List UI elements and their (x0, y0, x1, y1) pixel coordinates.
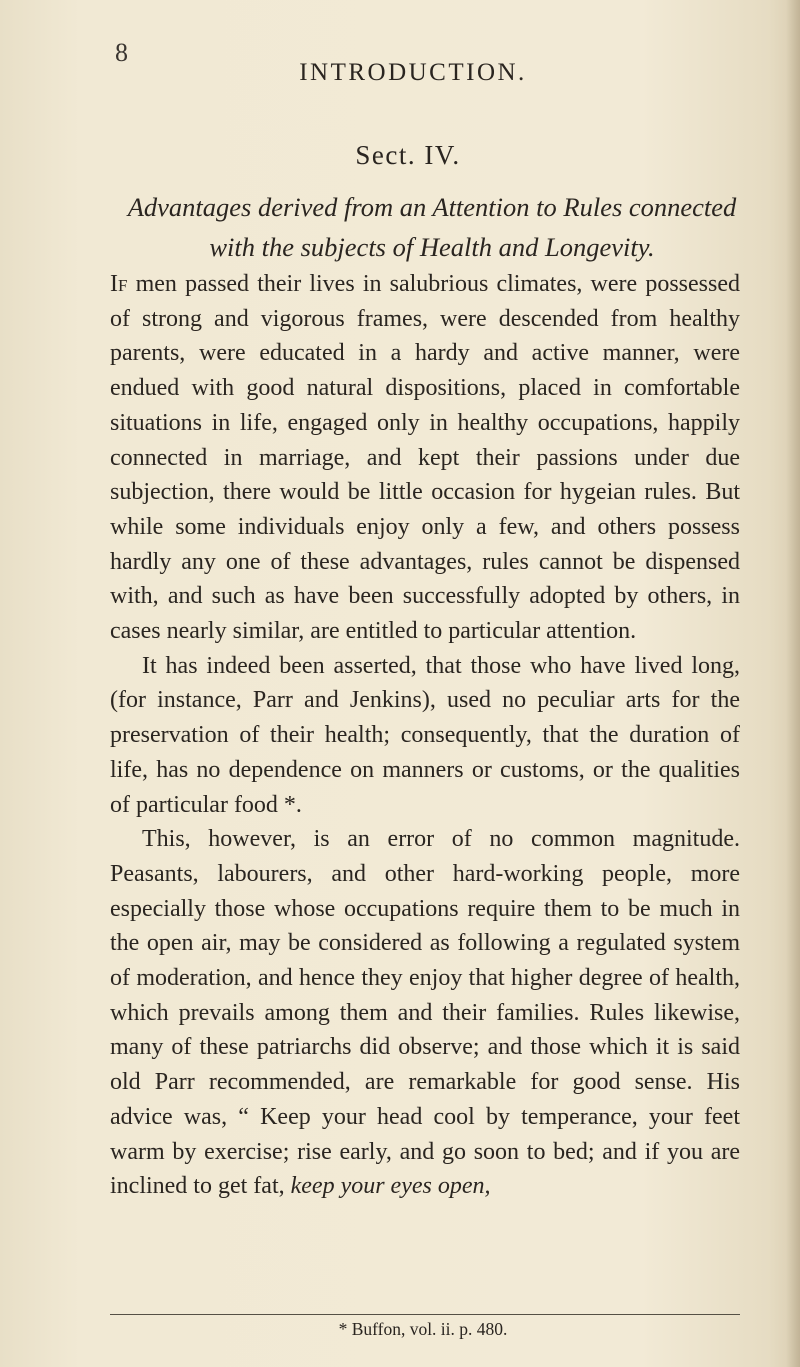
page-number: 8 (115, 38, 128, 67)
paragraph-3-text: This, however, is an error of no common magnitude. Peasants, labourers, and other hard-working people, more especially those whose occupations require them to be much in the open air, may be considered as following a regulated system of moderation, and hence they enjoy that higher degree of health, which prevails among them and their families. Rules likewise, many of these patriarchs did observe; and those which it is said old Parr recommended, are remarkable for good sense. His advice was, “ Keep your head cool by temperance, your feet warm by exercise; rise early, and go soon to bed; and if you are inclined to get fat, (110, 826, 740, 1200)
paragraph-3-italic: keep your eyes open, (290, 1173, 491, 1200)
footnote: * Buffon, vol. ii. p. 480. (338, 1319, 508, 1339)
page-edge-shadow (786, 0, 800, 1367)
footnote-rule (110, 1314, 740, 1315)
paragraph-2: It has indeed been asserted, that those who have lived long, (for instance, Parr and Jenkins), used no peculiar arts for the preservation of their health; consequently, that the duration of life, has no dependence on manners or customs, or the qualities of particular food *. (110, 652, 740, 818)
paragraph-1 (110, 267, 740, 649)
drop-word: If (110, 271, 128, 297)
paragraph-1-text: men passed their lives in salubrious climates, were possessed of strong and vigorous frames, were descended from healthy parents, were educated in a hardy and active manner, were endued with good natural dispositions, placed in comfortable situations in life, engaged only in healthy occupations, happily connected in marriage, and kept their passions under due subjection, there would be little occasion for hygeian rules. But while some individuals enjoy only a few, and others possess hardly any one of these advantages, rules cannot be dispensed with, and such as have been successfully adopted by others, in cases nearly similar, are entitled to particular attention. (110, 271, 740, 645)
running-head: INTRODUCTION. (299, 59, 527, 86)
section-heading: Sect. IV. (355, 140, 461, 170)
section-subtitle: Advantages derived from an Attention to Rules connected with the subjects of Health and Longevity. (127, 192, 737, 262)
paragraph-3 (110, 822, 740, 1204)
body-text (110, 267, 740, 1204)
